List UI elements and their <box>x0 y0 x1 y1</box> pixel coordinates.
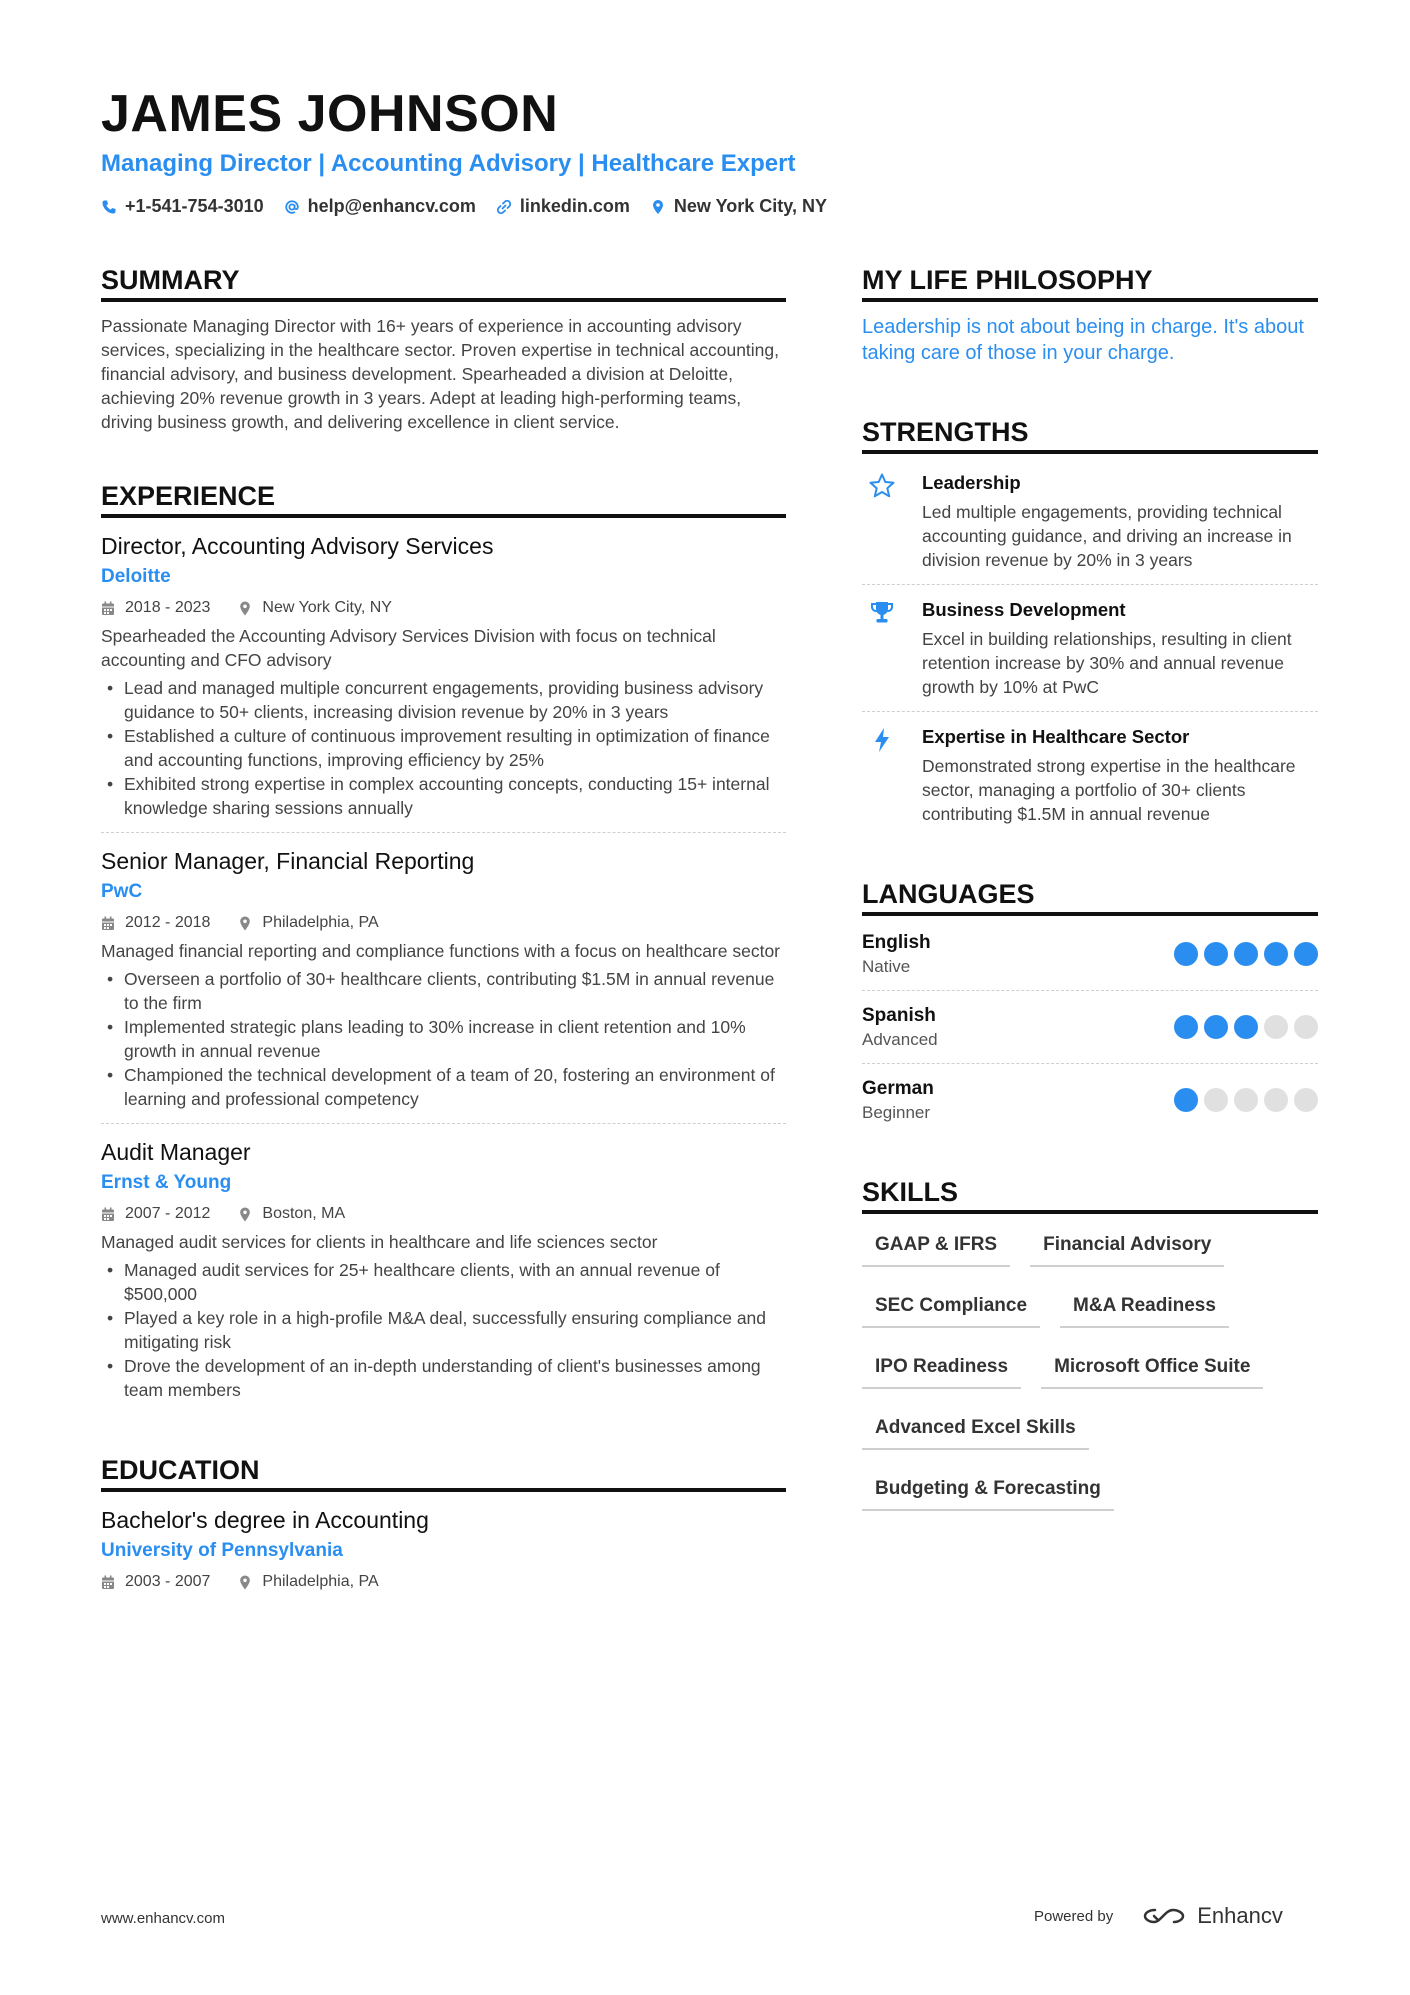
language-rating <box>1174 942 1318 966</box>
bullet-item: • Drove the development of an in-depth understanding of client's businesses among team members <box>101 1354 786 1402</box>
skills-heading: SKILLS <box>862 1174 1318 1214</box>
language-info <box>862 1003 938 1051</box>
philosophy-heading: MY LIFE PHILOSOPHY <box>862 262 1318 302</box>
calendar-icon <box>101 1575 115 1590</box>
strength-title: Expertise in Healthcare Sector <box>922 726 1190 747</box>
date-text: 2018 - 2023 <box>125 599 211 616</box>
language-info <box>862 930 931 978</box>
location <box>238 1570 378 1594</box>
location <box>238 1202 345 1226</box>
experience-description: Spearheaded the Accounting Advisory Services Division with focus on technical accounting and CFO advisory <box>101 626 716 670</box>
skill-tag: SEC Compliance <box>862 1287 1040 1328</box>
skill-tag: M&A Readiness <box>1060 1287 1229 1328</box>
contact-email[interactable] <box>284 196 476 217</box>
language-item <box>862 918 1318 990</box>
brand-logo[interactable] <box>1141 1903 1283 1929</box>
header <box>101 82 1321 217</box>
bullet-item: • Championed the technical development of a team of 20, fostering an environment of learning and professional competency <box>101 1063 786 1111</box>
summary-section <box>101 262 786 434</box>
brand-name: Enhancv <box>1197 1903 1283 1928</box>
rating-dot-filled <box>1174 1015 1198 1039</box>
language-level: Native <box>862 957 911 976</box>
date-range <box>101 1570 210 1594</box>
trophy-icon <box>862 597 902 699</box>
language-rating <box>1174 1015 1318 1039</box>
strength-content <box>922 597 1318 699</box>
language-name: Spanish <box>862 1005 936 1026</box>
rating-dot-empty <box>1294 1088 1318 1112</box>
philosophy-section <box>862 262 1318 366</box>
rating-dot-filled <box>1234 1015 1258 1039</box>
date-range <box>101 911 210 935</box>
footer-website[interactable]: www.enhancv.com <box>101 1910 225 1927</box>
experience-bullets <box>101 1258 786 1402</box>
summary-text: Passionate Managing Director with 16+ years of experience in accounting advisory services, specializing in the healthcare sector. Proven expertise in technical accounting, financial advisory, and business development. Spearheaded a division at Deloitte, achieving 20% revenue growth in 3 years. Adept at leading high-performing teams, driving business growth, and delivering excellence in client service. <box>101 316 780 432</box>
language-name: German <box>862 1078 934 1099</box>
at-icon <box>284 199 300 215</box>
candidate-title: Managing Director | Accounting Advisory | Healthcare Expert <box>101 150 796 177</box>
date-text: 2007 - 2012 <box>125 1205 211 1222</box>
language-level: Advanced <box>862 1030 938 1049</box>
rating-dot-empty <box>1264 1015 1288 1039</box>
calendar-icon <box>101 916 115 931</box>
experience-bullets <box>101 967 786 1111</box>
phone-icon <box>101 199 117 215</box>
education-degree: Bachelor's degree in Accounting <box>101 1507 429 1533</box>
experience-meta <box>101 596 786 620</box>
enhancv-logo-icon <box>1141 1904 1187 1928</box>
language-item <box>862 990 1318 1063</box>
lightning-icon <box>862 724 902 826</box>
education-meta <box>101 1570 786 1594</box>
rating-dot-filled <box>1294 942 1318 966</box>
rating-dot-filled <box>1264 942 1288 966</box>
rating-dot-filled <box>1204 1015 1228 1039</box>
contact-linkedin-text: linkedin.com <box>519 196 630 216</box>
rating-dot-filled <box>1204 942 1228 966</box>
education-school: University of Pennsylvania <box>101 1540 343 1561</box>
languages-heading: LANGUAGES <box>862 876 1318 916</box>
date-text: 2012 - 2018 <box>125 914 211 931</box>
strength-item <box>862 584 1318 711</box>
calendar-icon <box>101 601 115 616</box>
bullet-item: • Implemented strategic plans leading to 30% increase in client retention and 10% growth in annual revenue <box>101 1015 786 1063</box>
education-heading: EDUCATION <box>101 1452 786 1492</box>
philosophy-quote: Leadership is not about being in charge. It's about taking care of those in your charge. <box>862 316 1304 364</box>
language-item <box>862 1063 1318 1136</box>
bullet-item: • Exhibited strong expertise in complex accounting concepts, conducting 15+ internal knowledge sharing sessions annually <box>101 772 786 820</box>
location-icon <box>650 199 666 215</box>
skill-tag: Microsoft Office Suite <box>1041 1348 1263 1389</box>
bullet-item: • Overseen a portfolio of 30+ healthcare clients, contributing $1.5M in annual revenue to the firm <box>101 967 786 1015</box>
summary-heading: SUMMARY <box>101 262 786 302</box>
left-column <box>101 262 786 1594</box>
strength-description: Led multiple engagements, providing technical accounting guidance, and driving an increase in division revenue by 20% in 3 years <box>922 502 1292 570</box>
education-section <box>101 1452 786 1594</box>
languages-section <box>862 876 1318 1136</box>
skill-tag: Budgeting & Forecasting <box>862 1470 1114 1511</box>
location-icon <box>238 1575 252 1590</box>
skill-tag: Financial Advisory <box>1030 1226 1224 1267</box>
contact-location <box>650 196 827 217</box>
date-range <box>101 596 210 620</box>
strength-title: Leadership <box>922 472 1021 493</box>
location-text: Boston, MA <box>262 1205 346 1222</box>
strength-content <box>922 470 1318 572</box>
location-text: New York City, NY <box>262 599 392 616</box>
bullet-item: • Played a key role in a high-profile M&A deal, successfully ensuring compliance and mitigating risk <box>101 1306 786 1354</box>
location-icon <box>238 601 252 616</box>
experience-section <box>101 478 786 1414</box>
experience-company: Deloitte <box>101 566 171 587</box>
experience-meta <box>101 1202 786 1226</box>
bullet-item: • Established a culture of continuous improvement resulting in optimization of finance and accounting functions, improving efficiency by 25% <box>101 724 786 772</box>
candidate-name: JAMES JOHNSON <box>101 85 559 143</box>
skill-tag: IPO Readiness <box>862 1348 1021 1389</box>
experience-heading: EXPERIENCE <box>101 478 786 518</box>
experience-company: Ernst & Young <box>101 1172 232 1193</box>
right-column <box>862 262 1318 1511</box>
rating-dot-filled <box>1234 942 1258 966</box>
experience-entry <box>101 1123 786 1414</box>
location <box>238 911 378 935</box>
contact-email-text: help@enhancv.com <box>307 196 476 216</box>
experience-role: Director, Accounting Advisory Services <box>101 533 494 559</box>
rating-dot-empty <box>1264 1088 1288 1112</box>
strengths-heading: STRENGTHS <box>862 414 1318 454</box>
calendar-icon <box>101 1207 115 1222</box>
star-icon <box>862 470 902 572</box>
bullet-item: • Lead and managed multiple concurrent engagements, providing business advisory guidance to 50+ clients, increasing division revenue by 20% in 3 years <box>101 676 786 724</box>
skill-tag: GAAP & IFRS <box>862 1226 1010 1267</box>
experience-entry <box>101 832 786 1123</box>
experience-role: Senior Manager, Financial Reporting <box>101 848 475 874</box>
rating-dot-empty <box>1204 1088 1228 1112</box>
experience-bullets <box>101 676 786 820</box>
location-icon <box>238 916 252 931</box>
experience-role: Audit Manager <box>101 1139 251 1165</box>
strength-description: Excel in building relationships, resulting in client retention increase by 30% and annual revenue growth by 10% at PwC <box>922 629 1292 697</box>
strength-content <box>922 724 1318 826</box>
experience-company: PwC <box>101 881 143 902</box>
footer-branding <box>1034 1903 1283 1929</box>
contact-phone[interactable] <box>101 196 264 217</box>
date-text: 2003 - 2007 <box>125 1573 211 1590</box>
skills-section <box>862 1174 1318 1511</box>
location-text: Philadelphia, PA <box>262 1573 379 1590</box>
location-icon <box>238 1207 252 1222</box>
rating-dot-empty <box>1294 1015 1318 1039</box>
language-rating <box>1174 1088 1318 1112</box>
date-range <box>101 1202 210 1226</box>
rating-dot-filled <box>1174 942 1198 966</box>
contact-linkedin[interactable] <box>496 196 630 217</box>
location <box>238 596 392 620</box>
rating-dot-empty <box>1234 1088 1258 1112</box>
location-text: Philadelphia, PA <box>262 914 379 931</box>
language-name: English <box>862 932 931 953</box>
contact-list <box>101 196 1321 217</box>
strength-title: Business Development <box>922 599 1126 620</box>
link-icon <box>496 199 512 215</box>
contact-location-text: New York City, NY <box>673 196 827 216</box>
strength-item <box>862 458 1318 584</box>
contact-phone-text: +1-541-754-3010 <box>125 196 264 216</box>
strength-item <box>862 711 1318 838</box>
experience-entry <box>101 530 786 832</box>
language-info <box>862 1076 934 1124</box>
experience-description: Managed financial reporting and compliance functions with a focus on healthcare sector <box>101 941 781 961</box>
strengths-section <box>862 414 1318 838</box>
experience-description: Managed audit services for clients in healthcare and life sciences sector <box>101 1232 658 1252</box>
skills-list <box>862 1226 1318 1511</box>
skill-tag: Advanced Excel Skills <box>862 1409 1089 1450</box>
language-level: Beginner <box>862 1103 931 1122</box>
bullet-item: • Managed audit services for 25+ healthcare clients, with an annual revenue of $500,000 <box>101 1258 786 1306</box>
experience-meta <box>101 911 786 935</box>
powered-by-label: Powered by <box>1034 1907 1114 1925</box>
rating-dot-filled <box>1174 1088 1198 1112</box>
strength-description: Demonstrated strong expertise in the healthcare sector, managing a portfolio of 30+ clients contributing $1.5M in annual revenue <box>922 756 1296 824</box>
